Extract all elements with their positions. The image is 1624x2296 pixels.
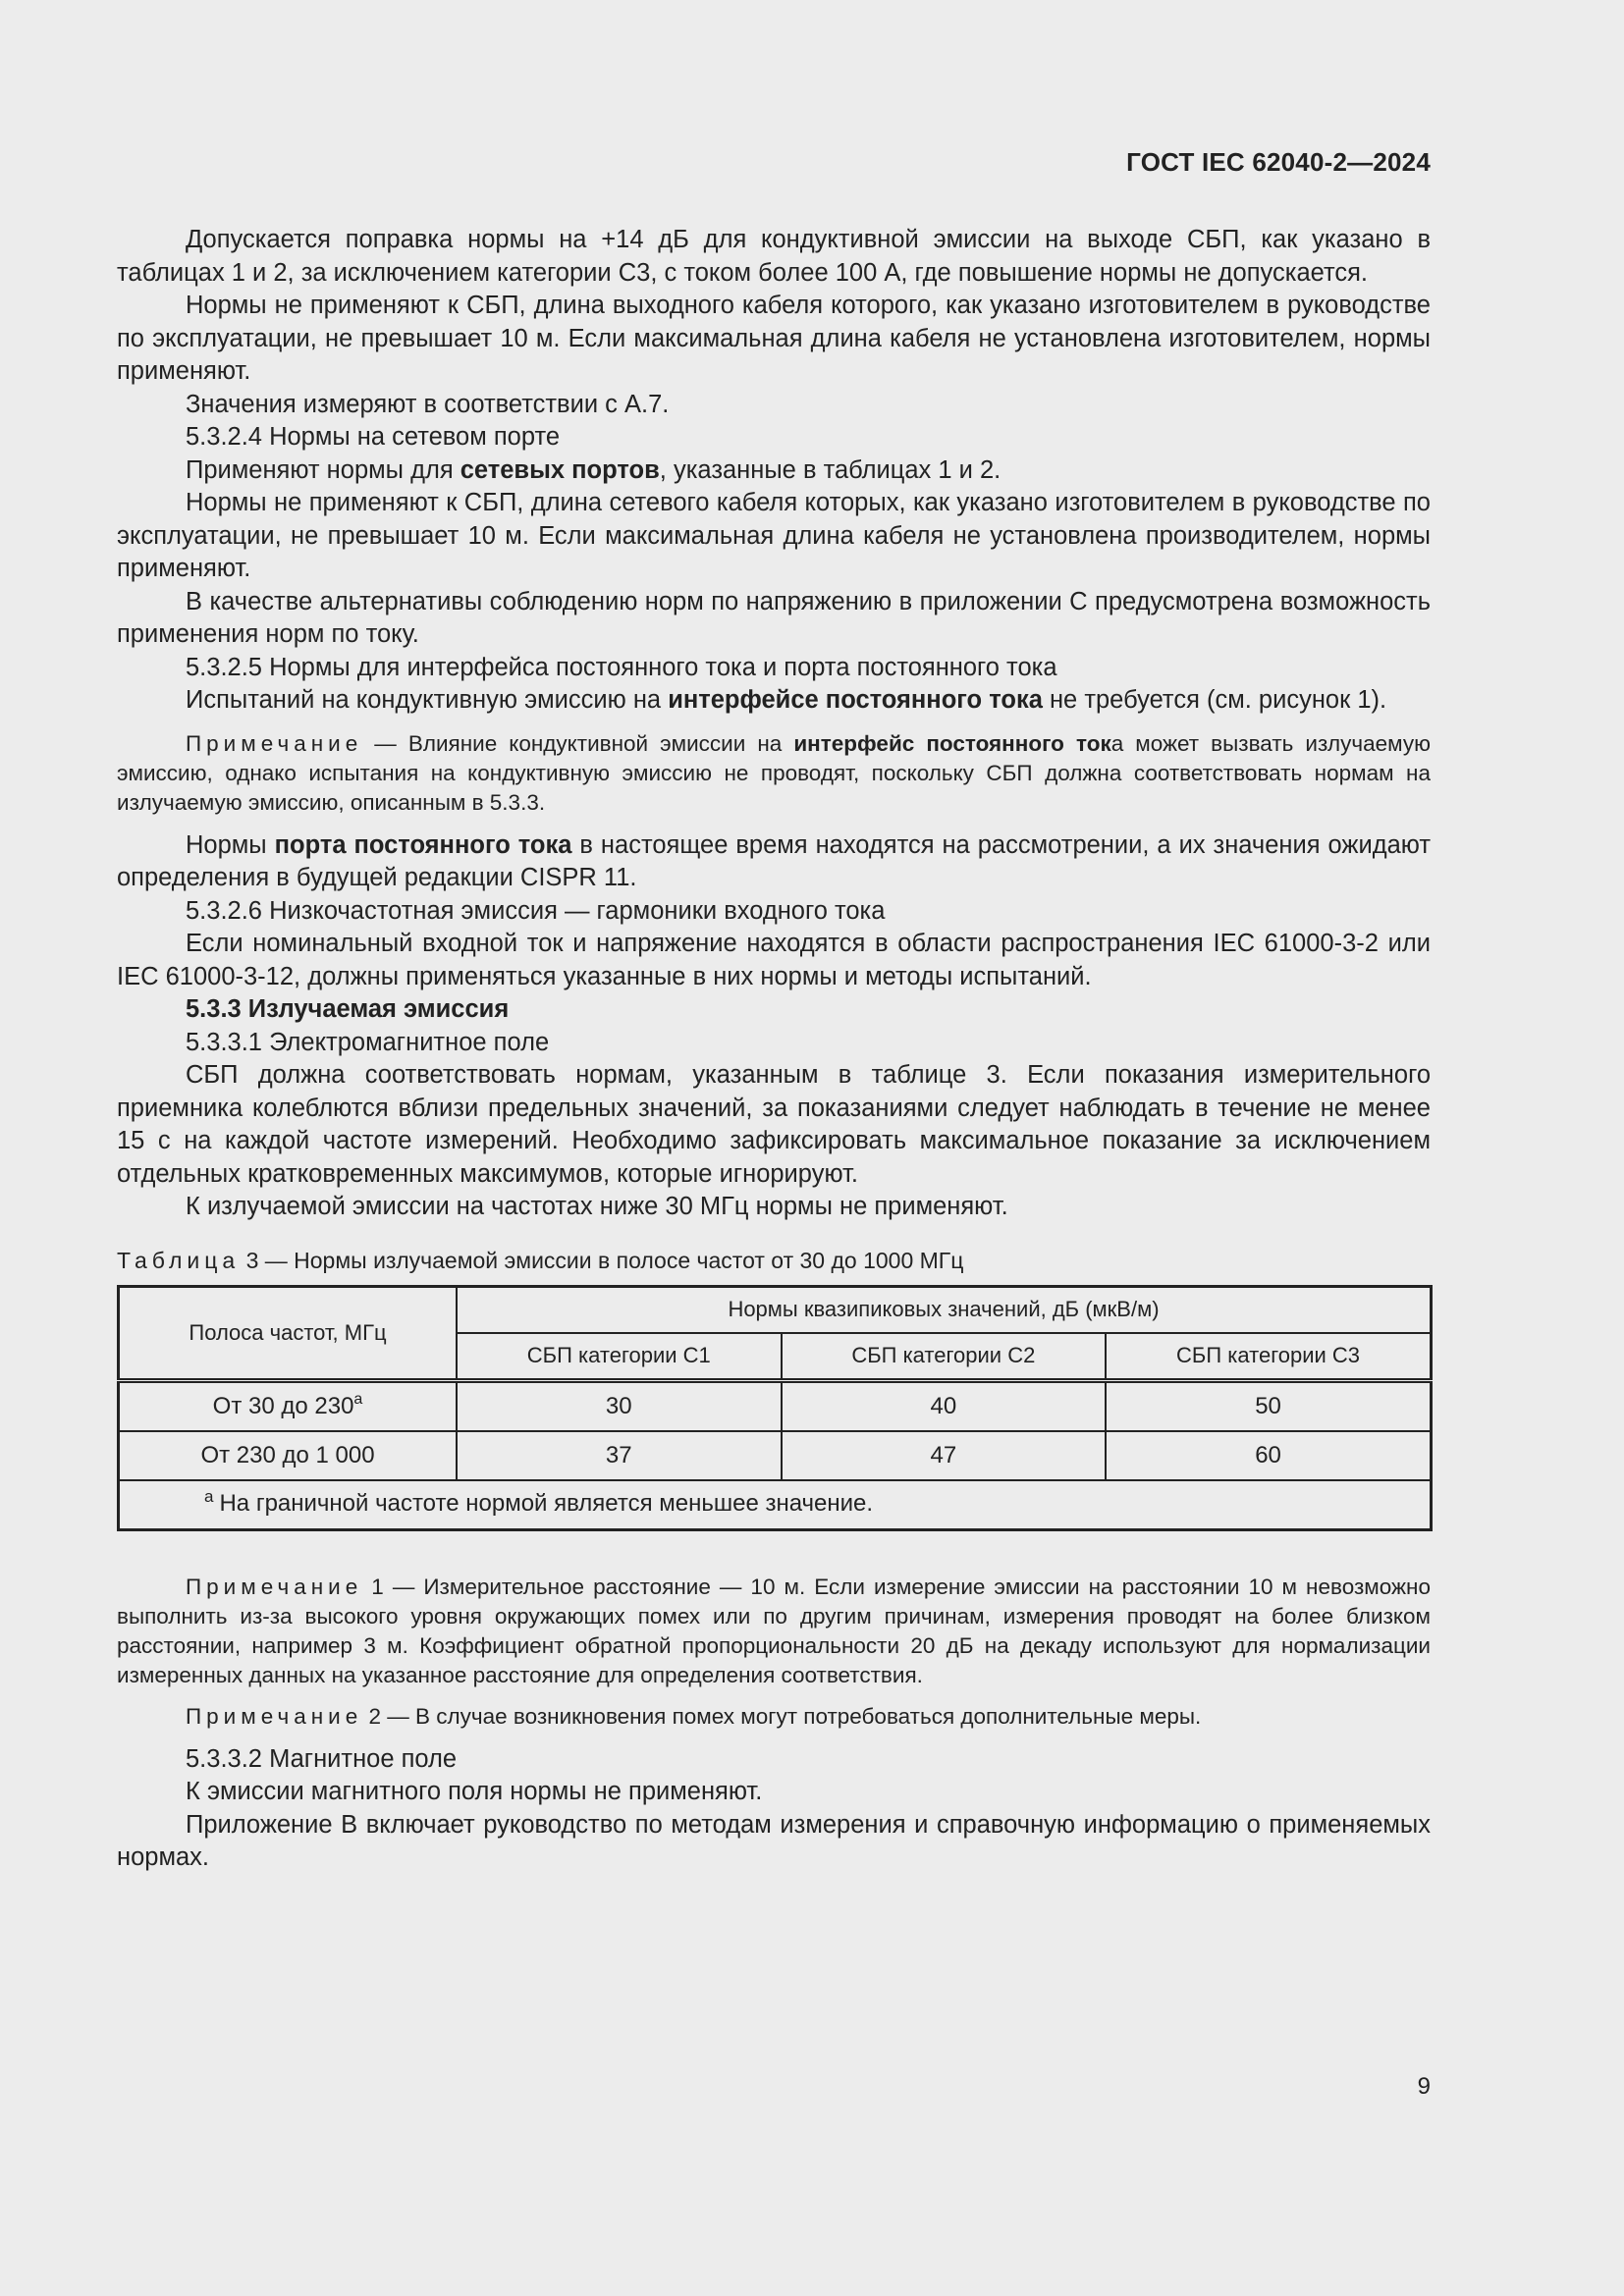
paragraph: Допускается поправка нормы на +14 дБ для кондуктивной эмиссии на выходе СБП, как указано в таблицах 1 и 2, за исключением категории С3, с током более 100 А, где повышение нормы не допускается. [117, 226, 1431, 287]
table-row [119, 1431, 1432, 1480]
bold-term: сетевых портов [460, 455, 660, 484]
paragraph: Нормы не применяют к СБП, длина сетевого кабеля которых, как указано изготовителем в руководстве по эксплуатации, не превышает 10 м. Если максимальная длина кабеля не установлена производителем, нормы применяют. [117, 489, 1431, 582]
bold-term: порта постоянного тока [274, 830, 572, 859]
table-cell: От 230 до 1 000 [119, 1431, 458, 1480]
table-cell: 37 [457, 1431, 782, 1480]
section-heading: 5.3.2.4 Нормы на сетевом порте [186, 423, 561, 451]
table-cell: 30 [457, 1380, 782, 1431]
paragraph: В качестве альтернативы соблюдению норм по напряжению в приложении С предусмотрена возможность применения норм по току. [117, 587, 1431, 648]
paragraph: Испытаний на кондуктивную эмиссию на интерфейсе постоянного тока не требуется (см. рисунок 1). [186, 686, 1387, 714]
paragraph: К эмиссии магнитного поля нормы не применяют. [186, 1778, 763, 1805]
paragraph: Нормы не применяют к СБП, длина выходного кабеля которого, как указано изготовителем в руководстве по эксплуатации, не превышает 10 м. Если максимальная длина кабеля не установлена изготовителем, нормы применяют. [117, 292, 1431, 385]
note: Примечание — Влияние кондуктивной эмиссии на интерфейс постоянного тока может вызвать излучаемую эмиссию, однако испытания на кондуктивную эмиссию не проводят, поскольку СБП должна соответствовать нормам на излучаемую эмиссию, описанным в 5.3.3. [117, 730, 1431, 815]
table-footnote-row [119, 1480, 1432, 1530]
table-caption-label: Таблица [117, 1247, 241, 1273]
table-header-cell: СБП категории С2 [782, 1333, 1107, 1381]
bold-term: интерфейсе постоянного тока [668, 686, 1043, 714]
paragraph: Приложение В включает руководство по методам измерения и справочную информацию о применяемых нормах. [117, 1810, 1431, 1871]
footnote-ref: a [353, 1390, 363, 1408]
page-number: 9 [1417, 2073, 1431, 2100]
note-label: Примечание [186, 1574, 363, 1599]
section-heading: 5.3.3.2 Магнитное поле [186, 1744, 458, 1773]
paragraph: Если номинальный входной ток и напряжение находятся в области распространения IEC 61000-3-2 или IEC 61000-3-12, должны применяться указанные в них нормы и методы испытаний. [117, 930, 1431, 990]
note-label: Примечание [186, 730, 363, 756]
paragraph: Нормы порта постоянного тока в настоящее время находятся на рассмотрении, а их значения ожидают определения в будущей редакции CISPR 11. [117, 830, 1431, 891]
section-heading-bold: 5.3.3 Излучаемая эмиссия [186, 995, 510, 1023]
table-header-row [119, 1286, 1432, 1333]
paragraph: СБП должна соответствовать нормам, указанным в таблице 3. Если показания измерительного приемника колеблются вблизи предельных значений, за показаниями следует наблюдать в течение не менее 15 с на каждой частоте измерений. Необходимо зафиксировать максимальное показание за исключением отдельных кратковременных максимумов, которые игнорируют. [117, 1061, 1431, 1188]
table-group-header: Нормы квазипиковых значений, дБ (мкВ/м) [457, 1286, 1432, 1333]
table-cell: 40 [782, 1380, 1107, 1431]
paragraph: Применяют нормы для сетевых портов, указанные в таблицах 1 и 2. [186, 455, 1001, 484]
table-cell: 60 [1106, 1431, 1431, 1480]
document-body [117, 224, 1431, 1875]
section-heading: 5.3.2.6 Низкочастотная эмиссия — гармоники входного тока [186, 896, 886, 925]
emission-limits-table [117, 1285, 1433, 1531]
table-cell: 50 [1106, 1380, 1431, 1431]
table-footnote: $^a$ На граничной частоте нормой является меньшее значение. [119, 1480, 1432, 1530]
paragraph: Значения измеряют в соответствии с А.7. [186, 390, 670, 418]
paragraph: К излучаемой эмиссии на частотах ниже 30 МГц нормы не применяют. [186, 1193, 1008, 1220]
table-cell: 47 [782, 1431, 1107, 1480]
note-label: Примечание [186, 1703, 363, 1729]
bold-term: интерфейс постоянного ток [793, 730, 1111, 756]
table-cell: От 30 до 230$^a$ [119, 1380, 458, 1431]
table-header-cell: СБП категории С1 [457, 1333, 782, 1381]
document-header: ГОСТ IEC 62040-2—2024 [1126, 147, 1431, 177]
table-caption: Таблица 3 — Нормы излучаемой эмиссии в полосе частот от 30 до 1000 МГц [117, 1247, 964, 1273]
section-heading: 5.3.2.5 Нормы для интерфейса постоянного тока и порта постоянного тока [186, 653, 1057, 681]
section-heading: 5.3.3.1 Электромагнитное поле [186, 1028, 550, 1056]
note: Примечание 1 — Измерительное расстояние — 10 м. Если измерение эмиссии на расстоянии 10 м невозможно выполнить из-за высокого уровня окружающих помех или по другим причинам, измерения проводят на более близком расстоянии, например 3 м. Коэффициент обратной пропорциональности 20 дБ на декаду используют для нормализации измеренных данных на указанное расстояние для определения соответствия. [117, 1574, 1431, 1687]
table-header-cell: Полоса частот, МГц [119, 1286, 458, 1380]
note: Примечание 2 — В случае возникновения помех могут потребоваться дополнительные меры. [186, 1703, 1202, 1729]
table-header-cell: СБП категории С3 [1106, 1333, 1431, 1381]
table-row [119, 1380, 1432, 1431]
